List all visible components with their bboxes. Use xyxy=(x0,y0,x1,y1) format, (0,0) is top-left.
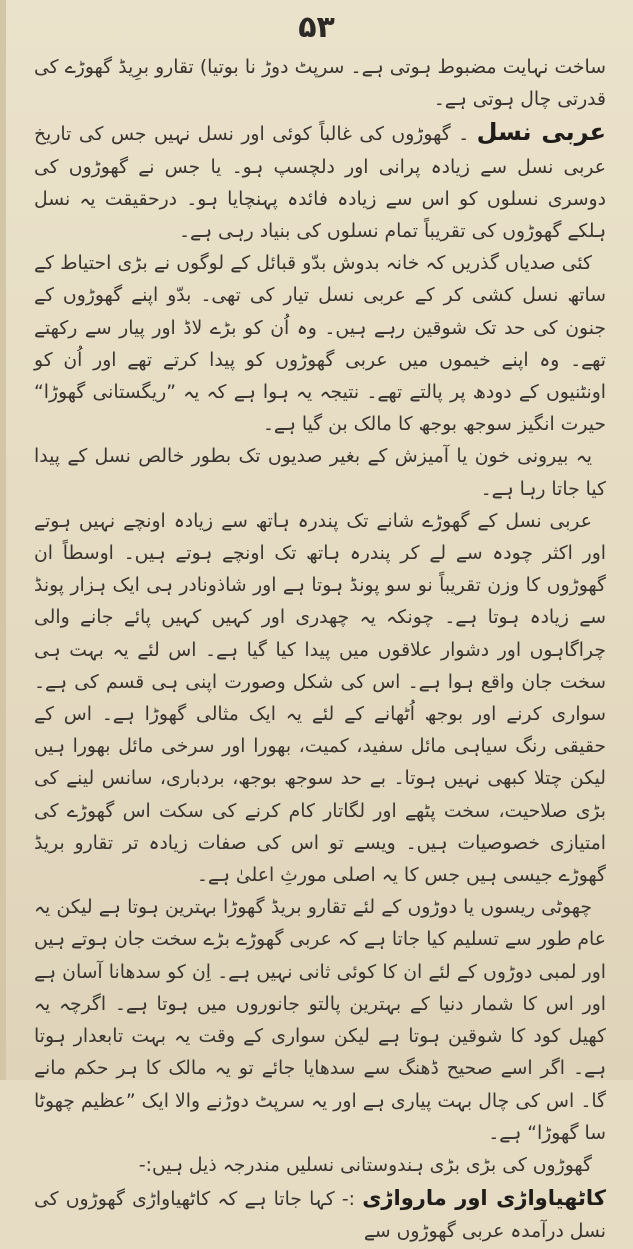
paragraph-racing xyxy=(34,892,606,1150)
section-heading: عربی نسل xyxy=(476,118,607,147)
paragraph-text: عربی نسل کے گھوڑے شانے تک پندرہ ہاتھ سے زیادہ اونچے نہیں ہوتے اور اکثر چودہ سے لے کر پندرہ ہاتھ تک اونچے ہوتے ہیں۔ اوسطاً ان گھوڑوں کا وزن تقریباً نو سو پونڈ ہوتا ہے اور شاذونادر ہی ایک ہزار پونڈ سے زیادہ ہوتا ہے۔ چونکہ یہ چھدری اور کہیں کہیں پائے جانے والی چراگاہوں اور دشوار علاقوں میں پیدا کیا گیا ہے۔ اس لئے یہ بہت ہی سخت جان واقع ہوا ہے۔ اس کی شکل وصورت اپنی ہی قسم کی ہے۔ سواری کرنے اور بوجھ اُٹھانے کے لئے یہ ایک مثالی گھوڑا ہے۔ اس کے حقیقی رنگ سیاہی مائل سفید، کمیت، بھورا اور سرخی مائل بھورا ہیں لیکن چتلا کبھی نہیں ہوتا۔ بے حد سوجھ بوجھ، بردباری، سانس لینے کی بڑی صلاحیت، سخت پٹھے اور لگاتار کام کرنے کی سکت اس گھوڑے کی امتیازی خصوصیات ہیں۔ ویسے تو اس کی صفات زیادہ تر تقارو بریڈ گھوڑے جیسی ہیں جس کا یہ اصلی مورثِ اعلیٰ ہے۔ xyxy=(34,510,606,887)
paragraph-text: :- کہا جاتا ہے کہ کاٹھیاواڑی گھوڑوں کی نسل درآمدہ عربی گھوڑوں سے xyxy=(34,1189,606,1243)
paragraph-text: یہ بیرونی خون یا آمیزش کے بغیر صدیوں تک بطور خالص نسل کے پیدا کیا جاتا رہا ہے۔ xyxy=(34,446,606,500)
section-heading: کاٹھیاواڑی اور مارواڑی xyxy=(362,1186,607,1211)
page-binding-shadow xyxy=(0,0,6,1080)
paragraph-text: کئی صدیاں گذریں کہ خانہ بدوش بدّو قبائل کے لوگوں نے بڑی احتیاط کے ساتھ نسل کشی کر کے عربی نسل تیار کی تھی۔ بدّو اپنے گھوڑوں کے جنون کی حد تک شوقین رہے ہیں۔ وہ اُن کو بڑے لاڈ اور پیار سے رکھتے تھے۔ وہ اپنے خیموں میں عربی گھوڑوں کو پیدا کرتے تھے اور اُن کو اونٹنیوں کے دودھ پر پالتے تھے۔ نتیجہ یہ ہوا ہے کہ یہ ”ریگستانی گھوڑا“ حیرت انگیز سوجھ بوجھ کا مالک بن گیا ہے۔ xyxy=(34,253,606,436)
paragraph-intro xyxy=(34,52,606,116)
paragraph-text: ساخت نہایت مضبوط ہوتی ہے۔ سرپٹ دوڑ نا بوتیا) تقارو برِیڈ گھوڑے کی قدرتی چال ہوتی ہے۔ xyxy=(34,57,606,111)
paragraph-build xyxy=(34,506,606,892)
paragraph-kathiawari xyxy=(34,1182,606,1248)
paragraph-text: گھوڑوں کی بڑی بڑی ہندوستانی نسلیں مندرجہ ذیل ہیں:- xyxy=(138,1154,592,1176)
paragraph-purity xyxy=(34,441,606,505)
paragraph-breeds xyxy=(34,1150,606,1182)
paragraph-text: ۔ گھوڑوں کی غالباً کوئی اور نسل نہیں جس کی تاریخ عربی نسل سے زیادہ پرانی اور دلچسپ ہو۔ یا جس نے گھوڑوں کی دوسری نسلوں کو اس سے زیادہ فائدہ پہنچایا ہو۔ درحقیقت یہ نسل ہلکے گھوڑوں کی تقریباً تمام نسلوں کی بنیاد رہی ہے۔ xyxy=(34,124,606,243)
body-text xyxy=(34,52,606,1249)
paragraph-text: چھوٹی ریسوں یا دوڑوں کے لئے تقارو بریڈ گھوڑا بہترین ہوتا ہے لیکن یہ عام طور سے تسلیم کیا جاتا ہے کہ عربی گھوڑے بڑے سخت جان ہوتے ہیں اور لمبی دوڑوں کے لئے ان کا کوئی ثانی نہیں ہے۔ اِن کو سدھانا آسان ہے اور اس کا شمار دنیا کے بہترین پالتو جانوروں میں ہوتا ہے۔ اگرچہ یہ کھیل کود کا شوقین ہوتا ہے لیکن سواری کے وقت یہ بہت تابعدار ہوتا ہے۔ اگر اسے صحیح ڈھنگ سے سدھایا جائے تو یہ مالک کا ہر حکم مانے گا۔ اس کی چال بہت پیاری ہے اور یہ سرپٹ دوڑنے والا ایک ”عظیم چھوٹا سا گھوڑا“ ہے۔ xyxy=(34,897,606,1144)
paragraph-history xyxy=(34,248,606,441)
paragraph-arabi xyxy=(34,116,606,248)
page-number: ۵۳ xyxy=(298,10,335,45)
